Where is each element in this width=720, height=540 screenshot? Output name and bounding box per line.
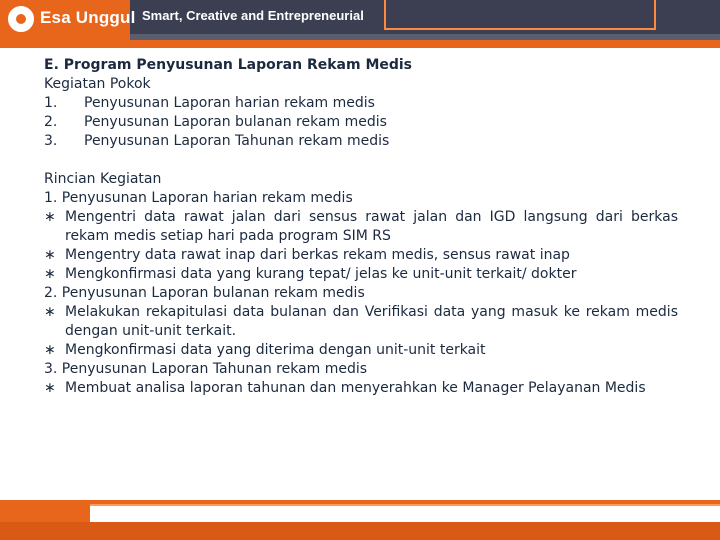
bullet-text: Mengkonfirmasi data yang diterima dengan unit-unit terkait xyxy=(65,342,486,358)
rincian-subheading: 1. Penyusunan Laporan harian rekam medis xyxy=(44,190,353,206)
pokok-item xyxy=(44,113,678,132)
pokok-item-text: Penyusunan Laporan bulanan rekam medis xyxy=(84,114,387,130)
bullet-star-icon: ∗ xyxy=(44,209,56,225)
pokok-item-number: 3. xyxy=(44,133,58,149)
bullet-item xyxy=(44,265,678,284)
bullet-star-icon: ∗ xyxy=(44,247,56,263)
bullet-text: Mengentry data rawat inap dari berkas rekam medis, sensus rawat inap xyxy=(65,247,570,263)
rincian-subheading: 3. Penyusunan Laporan Tahunan rekam medis xyxy=(44,361,368,377)
logo-text: Esa Unggul xyxy=(40,8,136,27)
header-underline xyxy=(0,40,720,48)
bullet-star-icon: ∗ xyxy=(44,266,56,282)
rincian-subheading: 2. Penyusunan Laporan bulanan rekam medis xyxy=(44,285,365,301)
bullet-text: Mengentri data rawat jalan dari sensus rawat jalan dan IGD langsung dari berkas rekam medis setiap hari pada program SIM RS xyxy=(65,209,678,244)
bullet-star-icon: ∗ xyxy=(44,304,56,320)
bullet-item xyxy=(44,341,678,360)
bullet-star-icon: ∗ xyxy=(44,342,56,358)
pokok-item xyxy=(44,94,678,113)
kegiatan-pokok-heading: Kegiatan Pokok xyxy=(44,76,151,92)
bullet-text: Mengkonfirmasi data yang kurang tepat/ jelas ke unit-unit terkait/ dokter xyxy=(65,266,577,282)
rincian-heading: Rincian Kegiatan xyxy=(44,171,162,187)
bullet-text: Membuat analisa laporan tahunan dan menyerahkan ke Manager Pelayanan Medis xyxy=(65,380,646,396)
bullet-star-icon: ∗ xyxy=(44,380,56,396)
pokok-item-number: 2. xyxy=(44,114,58,130)
pokok-item xyxy=(44,132,678,151)
pokok-item-text: Penyusunan Laporan Tahunan rekam medis xyxy=(84,133,390,149)
slide-header xyxy=(0,0,720,48)
bullet-item xyxy=(44,303,678,341)
university-logo xyxy=(8,4,136,34)
bullet-item xyxy=(44,208,678,246)
section-title: E. Program Penyusunan Laporan Rekam Medis xyxy=(44,57,413,73)
tagline: Smart, Creative and Entrepreneurial xyxy=(142,8,364,23)
logo-mark-icon xyxy=(8,6,34,32)
footer-white-box xyxy=(90,504,720,524)
pokok-item-text: Penyusunan Laporan harian rekam medis xyxy=(84,95,375,111)
pokok-item-number: 1. xyxy=(44,95,58,111)
slide-content xyxy=(44,56,678,398)
bullet-item xyxy=(44,246,678,265)
spacer xyxy=(44,151,678,170)
bullet-text: Melakukan rekapitulasi data bulanan dan Verifikasi data yang masuk ke rekam medis dengan unit-unit terkait. xyxy=(65,304,678,339)
footer-bar xyxy=(0,522,720,540)
bullet-item xyxy=(44,379,678,398)
header-outline-box xyxy=(384,0,656,30)
